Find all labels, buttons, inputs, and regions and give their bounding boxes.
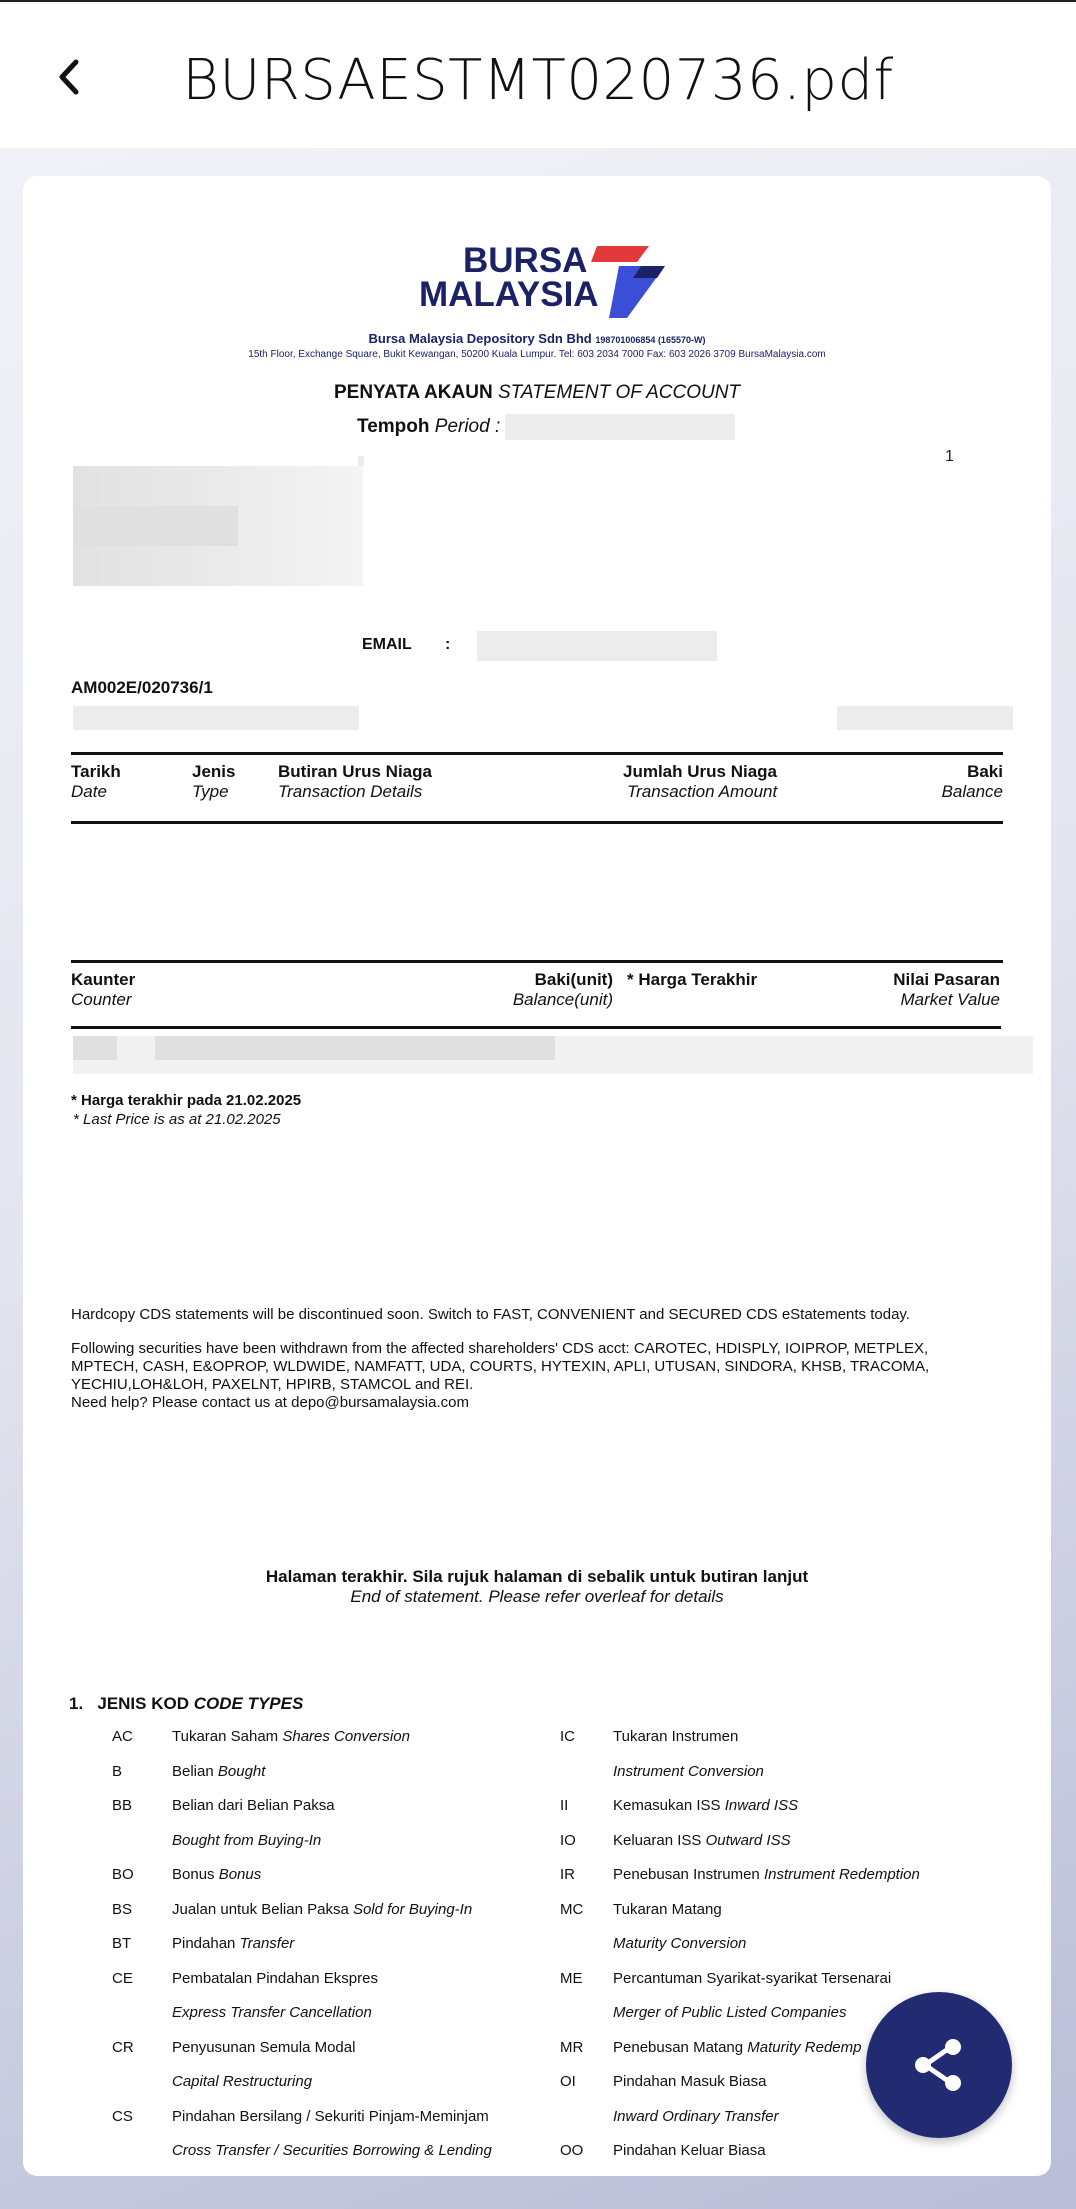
code-type-key: MR	[560, 2038, 584, 2056]
withdrawn-notice-line1: Following securities have been withdrawn from the affected shareholders' CDS acct: CAROTEC, HDISPLY, IOIPROP, METPLEX,	[71, 1340, 929, 1357]
code-type-description: Pembatalan Pindahan Ekspres	[172, 1969, 378, 1987]
table-rule-bottom	[71, 821, 1003, 824]
bursa-mark-icon	[579, 244, 679, 322]
holdings-rule-top	[71, 960, 1003, 963]
withdrawn-notice-line2: MPTECH, CASH, E&OPROP, WLDWIDE, NAMFATT, UDA, COURTS, HYTEXIN, APLI, UTUSAN, SINDORA, KHSB, TRACOMA,	[71, 1358, 930, 1375]
code-type-description: Pindahan Keluar Biasa	[613, 2142, 766, 2159]
code-type-key: BS	[112, 1900, 133, 1918]
end-of-statement: Halaman terakhir. Sila rujuk halaman di sebalik untuk butiran lanjut	[265, 1567, 809, 1586]
code-type-description: Bought from Buying-In	[172, 1831, 322, 1849]
code-type-description: Penebusan Instrumen Instrument Redemption	[613, 1866, 920, 1883]
col-type-header: Jenis Type	[192, 762, 236, 801]
bursa-logo	[419, 241, 679, 324]
code-type-key: IR	[560, 1866, 575, 1883]
code-type-description: Tukaran Saham Shares Conversion	[172, 1728, 410, 1745]
code-type-description: Pindahan Masuk Biasa	[613, 2073, 767, 2090]
share-icon	[911, 2037, 967, 2093]
code-type-key: CS	[112, 2107, 133, 2125]
redacted-name-line	[73, 506, 238, 546]
code-type-description: Merger of Public Listed Companies	[613, 2004, 847, 2021]
code-type-description: Instrument Conversion	[613, 1762, 764, 1780]
code-type-description: Tukaran Instrumen	[613, 1728, 739, 1745]
company-address: 15th Floor, Exchange Square, Bukit Kewangan, 50200 Kuala Lumpur. Tel: 603 2034 7000 Fax: 603 2026 3709 BursaMalaysia.com	[248, 349, 826, 360]
code-type-key: CE	[112, 1969, 133, 1987]
col-amount-header: Jumlah Urus Niaga Transaction Amount	[623, 762, 778, 801]
code-type-key: II	[560, 1797, 569, 1814]
code-type-key: AC	[112, 1728, 133, 1745]
redacted-period	[505, 414, 735, 440]
code-type-description: Express Transfer Cancellation	[172, 2004, 372, 2021]
email-colon: :	[445, 636, 451, 653]
estatement-notice: Hardcopy CDS statements will be discontinued soon. Switch to FAST, CONVENIENT and SECURED CDS eStatements today.	[71, 1306, 910, 1323]
company-name: Bursa Malaysia Depository Sdn Bhd 198701006854 (165570-W)	[368, 331, 706, 346]
code-types-heading: 1. JENIS KOD CODE TYPES	[69, 1694, 304, 1713]
col-last-price-header: * Harga Terakhir	[627, 970, 758, 989]
code-type-key: CR	[112, 2038, 134, 2056]
redacted-holding-counter	[73, 1036, 117, 1060]
end-of-statement-en: End of statement. Please refer overleaf for details	[350, 1587, 724, 1606]
account-number: AM002E/020736/1	[71, 678, 213, 697]
redacted-email	[477, 631, 717, 661]
col-market-value-header: Nilai Pasaran Market Value	[893, 970, 1000, 1009]
code-type-key: IO	[560, 1831, 576, 1849]
page-number: 1	[945, 448, 954, 465]
document-title: BURSAESTMT020736.pdf	[182, 48, 894, 113]
logo-line1: BURSA	[463, 241, 588, 280]
code-type-description: Pindahan Transfer	[172, 1935, 295, 1952]
code-type-description: Tukaran Matang	[613, 1900, 722, 1918]
holdings-rule-bottom	[71, 1026, 1001, 1029]
statement-title: PENYATA AKAUN STATEMENT OF ACCOUNT	[333, 382, 741, 403]
code-type-description: Belian Bought	[172, 1762, 266, 1780]
logo-line2: MALAYSIA	[419, 275, 599, 314]
redacted-account-holder	[73, 706, 359, 730]
withdrawn-notice-line3: YECHIU,LOH&LOH, PAXELNT, HPIRB, STAMCOL and REI.	[71, 1376, 474, 1393]
code-type-key: BO	[112, 1866, 134, 1883]
code-type-description: Inward Ordinary Transfer	[613, 2107, 779, 2125]
code-type-description: Capital Restructuring	[172, 2073, 313, 2090]
code-type-key: BT	[112, 1935, 132, 1952]
pdf-page[interactable]	[23, 176, 1051, 2176]
code-type-key: OI	[560, 2073, 576, 2090]
col-balance-unit-header: Baki(unit) Balance(unit)	[512, 970, 613, 1009]
share-button[interactable]	[866, 1992, 1012, 2138]
code-type-description: Penebusan Matang Maturity Redemp	[613, 2038, 862, 2056]
redacted-address-line	[358, 456, 364, 466]
code-type-key: IC	[560, 1728, 575, 1745]
app-bar	[0, 2, 1076, 148]
redacted-holding-name	[155, 1036, 555, 1060]
code-type-description: Maturity Conversion	[613, 1935, 747, 1952]
code-type-description: Kemasukan ISS Inward ISS	[613, 1797, 799, 1814]
col-date-header: Tarikh Date	[71, 762, 121, 801]
help-contact: Need help? Please contact us at depo@bursamalaysia.com	[71, 1394, 469, 1411]
code-type-key: B	[112, 1762, 123, 1780]
code-type-key: MC	[560, 1900, 584, 1918]
last-price-note: * Harga terakhir pada 21.02.2025	[71, 1092, 302, 1109]
code-type-key: ME	[560, 1969, 583, 1987]
code-type-description: Cross Transfer / Securities Borrowing & Lending	[172, 2142, 492, 2159]
code-type-key: OO	[560, 2142, 584, 2159]
col-counter-header: Kaunter Counter	[71, 970, 136, 1009]
email-label: EMAIL	[362, 636, 412, 653]
table-rule-top	[71, 752, 1003, 755]
code-type-description: Belian dari Belian Paksa	[172, 1797, 335, 1814]
code-type-description: Penyusunan Semula Modal	[172, 2038, 356, 2056]
code-type-description: Keluaran ISS Outward ISS	[613, 1831, 791, 1849]
code-type-description: Percantuman Syarikat-syarikat Tersenarai	[613, 1969, 892, 1987]
col-details-header: Butiran Urus Niaga Transaction Details	[278, 762, 432, 801]
last-price-note-en: * Last Price is as at 21.02.2025	[73, 1111, 281, 1128]
code-type-description: Pindahan Bersilang / Sekuriti Pinjam-Meminjam	[172, 2107, 489, 2125]
col-balance-header: Baki Balance	[941, 762, 1003, 801]
redacted-account-ref	[837, 706, 1013, 730]
code-type-key: BB	[112, 1797, 133, 1814]
statement-period: Tempoh Period :	[357, 416, 501, 437]
code-type-description: Bonus Bonus	[172, 1866, 262, 1883]
code-type-description: Jualan untuk Belian Paksa Sold for Buying-In	[172, 1900, 473, 1918]
